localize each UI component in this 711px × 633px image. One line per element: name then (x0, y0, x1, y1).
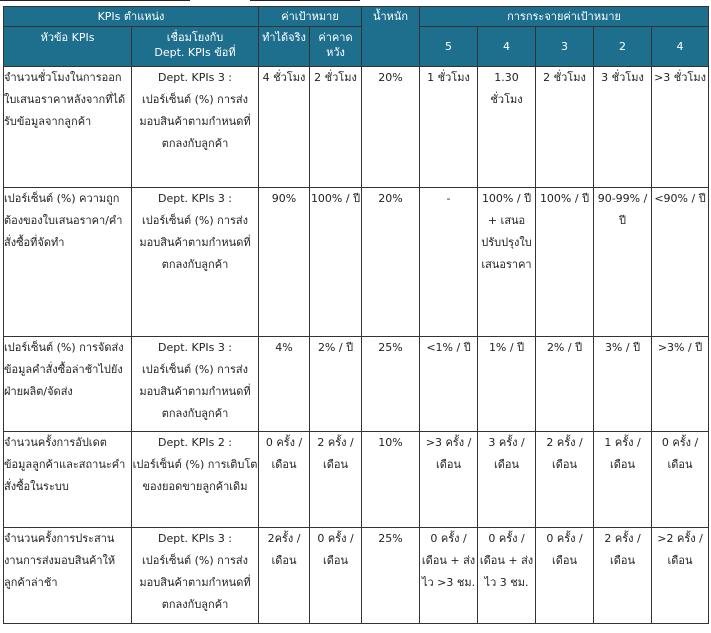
level-3-cell: 0 ครั้ง / เดือน (536, 528, 594, 624)
level-5-cell: >3 ครั้ง / เดือน (420, 432, 478, 528)
level-1-cell: >2 ครั้ง / เดือน (652, 528, 709, 624)
level-4-cell: 100% / ปี + เสนอปรับปรุงใบเสนอราคา (478, 188, 536, 337)
level-3-cell: 2 ครั้ง / เดือน (536, 432, 594, 528)
header-link-to-line1: เชื่อมโยงกับ (166, 31, 224, 44)
actual-cell: 2ครั้ง / เดือน (259, 528, 310, 624)
header-position-kpis: KPIs ตำแหน่ง (4, 7, 259, 27)
level-4-cell: 1.30 ชั่วโมง (478, 67, 536, 188)
header-level-4: 4 (478, 27, 536, 67)
kpi-topic-cell: เปอร์เซ็นต์ (%) การจัดส่งข้อมูลคำสั่งซื้อล่าช้าไปยังฝ่ายผลิต/จัดส่ง (4, 337, 132, 432)
actual-cell: 90% (259, 188, 310, 337)
header-target-distribution: การกระจายค่าเป้าหมาย (420, 7, 709, 27)
header-level-2: 2 (594, 27, 652, 67)
actual-cell: 0 ครั้ง / เดือน (259, 432, 310, 528)
level-5-cell: 0 ครั้ง / เดือน + ส่งไว >3 ชม. (420, 528, 478, 624)
level-2-cell: 3 ชั่วโมง (594, 67, 652, 188)
level-2-cell: 3% / ปี (594, 337, 652, 432)
weight-cell: 10% (362, 432, 420, 528)
dept-kpi-link-cell: Dept. KPIs 3 : เปอร์เซ็นต์ (%) การส่งมอบสินค้าตามกำหนดที่ตกลงกับลูกค้า (132, 67, 259, 188)
expected-cell: 2% / ปี (310, 337, 362, 432)
dept-kpi-link-cell: Dept. KPIs 3 : เปอร์เซ็นต์ (%) การส่งมอบสินค้าตามกำหนดที่ตกลงกับลูกค้า (132, 337, 259, 432)
header-kpi-topic: หัวข้อ KPIs (4, 27, 132, 67)
header-level-5: 5 (420, 27, 478, 67)
level-4-cell: 3 ครั้ง / เดือน (478, 432, 536, 528)
dept-kpi-link-cell: Dept. KPIs 3 : เปอร์เซ็นต์ (%) การส่งมอบสินค้าตามกำหนดที่ตกลงกับลูกค้า (132, 528, 259, 624)
header-row-1 (4, 7, 709, 27)
weight-cell: 25% (362, 337, 420, 432)
level-2-cell: 1 ครั้ง / เดือน (594, 432, 652, 528)
kpi-topic-cell: จำนวนครั้งการประสานงานการส่งมอบสินค้าให้ลูกค้าล่าช้า (4, 528, 132, 624)
level-1-cell: >3% / ปี (652, 337, 709, 432)
level-4-cell: 1% / ปี (478, 337, 536, 432)
header-expected: ค่าคาดหวัง (310, 27, 362, 67)
header-actual: ทำได้จริง (259, 27, 310, 67)
header-weight: น้ำหนัก (362, 7, 420, 67)
level-1-cell: <90% / ปี (652, 188, 709, 337)
table-row (4, 188, 709, 337)
weight-cell: 20% (362, 67, 420, 188)
level-3-cell: 2% / ปี (536, 337, 594, 432)
kpi-topic-cell: จำนวนครั้งการอัปเดตข้อมูลลูกค้าและสถานะคำสั่งซื้อในระบบ (4, 432, 132, 528)
actual-cell: 4 ชั่วโมง (259, 67, 310, 188)
expected-cell: 2 ครั้ง / เดือน (310, 432, 362, 528)
level-1-cell: >3 ชั่วโมง (652, 67, 709, 188)
expected-cell: 2 ชั่วโมง (310, 67, 362, 188)
level-4-cell: 0 ครั้ง / เดือน + ส่งไว 3 ชม. (478, 528, 536, 624)
header-link-to-line2: Dept. KPIs ข้อที่ (154, 46, 236, 59)
expected-cell: 0 ครั้ง / เดือน (310, 528, 362, 624)
table-row (4, 528, 709, 624)
weight-cell: 20% (362, 188, 420, 337)
header-level-1: 4 (652, 27, 709, 67)
level-2-cell: 2 ครั้ง / เดือน (594, 528, 652, 624)
table-row (4, 432, 709, 528)
level-5-cell: <1% / ปี (420, 337, 478, 432)
header-link-to (132, 27, 259, 67)
level-5-cell: - (420, 188, 478, 337)
header-target: ค่าเป้าหมาย (259, 7, 362, 27)
level-2-cell: 90-99% / ปี (594, 188, 652, 337)
table-row (4, 67, 709, 188)
kpi-topic-cell: เปอร์เซ็นต์ (%) ความถูกต้องของใบเสนอราคา/คำสั่งซื้อที่จัดทำ (4, 188, 132, 337)
dept-kpi-link-cell: Dept. KPIs 3 : เปอร์เซ็นต์ (%) การส่งมอบสินค้าตามกำหนดที่ตกลงกับลูกค้า (132, 188, 259, 337)
level-1-cell: 0 ครั้ง / เดือน (652, 432, 709, 528)
level-5-cell: 1 ชั่วโมง (420, 67, 478, 188)
kpi-table (3, 6, 709, 624)
dept-kpi-link-cell: Dept. KPIs 2 : เปอร์เซ็นต์ (%) การเติบโตของยอดขายลูกค้าเดิม (132, 432, 259, 528)
header-level-3: 3 (536, 27, 594, 67)
weight-cell: 25% (362, 528, 420, 624)
actual-cell: 4% (259, 337, 310, 432)
level-3-cell: 2 ชั่วโมง (536, 67, 594, 188)
kpi-topic-cell: จำนวนชั่วโมงในการออกใบเสนอราคาหลังจากที่ได้รับข้อมูลจากลูกค้า (4, 67, 132, 188)
level-3-cell: 100% / ปี (536, 188, 594, 337)
expected-cell: 100% / ปี (310, 188, 362, 337)
table-row (4, 337, 709, 432)
header-row-2 (4, 27, 709, 67)
